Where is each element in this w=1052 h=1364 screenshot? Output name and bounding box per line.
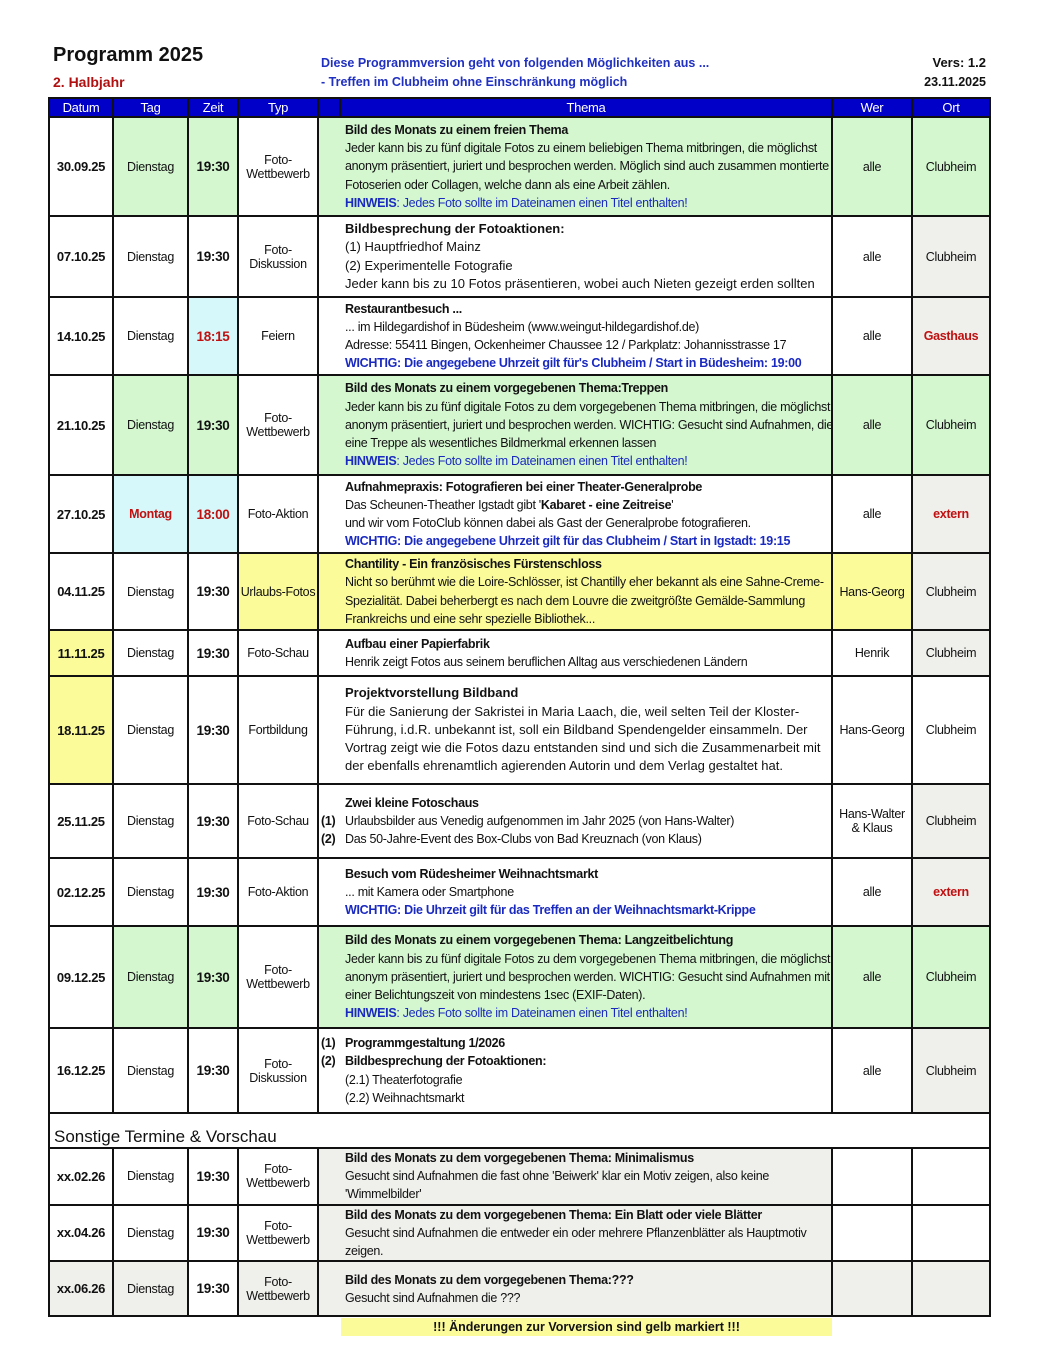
thema-text: Bildbesprechung der Fotoaktionen: — [345, 221, 565, 237]
notice-text: WICHTIG: Die angegebene Uhrzeit gilt für's Clubheim / Start in Büdesheim: 19:00 — [345, 356, 802, 371]
thema-text: Chantility - Ein französisches Fürstenschloss — [345, 557, 602, 572]
thema-line — [345, 950, 831, 968]
thema-text: eine Treppe als wesentliches Bildmerkmal erkennen lassen — [345, 436, 657, 451]
thema-line — [345, 721, 831, 739]
info-line-1: Diese Programmversion geht von folgenden Möglichkeiten aus ... — [321, 56, 710, 70]
thema-line — [345, 883, 831, 901]
cell-thema — [318, 216, 832, 297]
cell-line: Wettbewerb — [246, 977, 310, 991]
thema-line — [345, 194, 831, 212]
thema-text: Nicht so berühmt wie die Loire-Schlösser, ist Chantilly eher bekannt als eine Sahne-Creme- — [345, 575, 824, 590]
notice-text: HINWEIS — [345, 1006, 397, 1021]
thema-text: Spezialität. Dabei beherbergt es nach dem Louvre die zweitgrößte Gemälde-Sammlung — [345, 593, 805, 608]
cell-line: Foto- — [264, 1274, 292, 1289]
thema-text: anonym präsentiert, juriert und besprochen werden. WICHTIG: Gesucht sind Aufnahmen, die — [345, 417, 834, 432]
cell-datum: 21.10.25 — [49, 375, 113, 475]
table-row — [49, 630, 990, 676]
cell-wer: alle — [832, 375, 912, 475]
cell-typ — [238, 216, 318, 297]
thema-line — [345, 514, 831, 532]
thema-text: Bild des Monats zu einem vorgegebenen Thema: Langzeitbelichtung — [345, 933, 734, 948]
cell-wer: alle — [832, 475, 912, 553]
cell-typ — [238, 926, 318, 1028]
thema-line — [345, 354, 831, 372]
cell-datum: xx.06.26 — [49, 1261, 113, 1316]
cell-wer — [832, 1261, 912, 1316]
thema-line — [345, 176, 831, 194]
thema-line — [345, 592, 831, 610]
notice-text: HINWEIS — [345, 195, 397, 210]
table-row — [49, 1148, 990, 1205]
cell-thema — [318, 630, 832, 676]
cell-line: Hans-Walter — [839, 807, 905, 821]
thema-text: Vortrag zeigt wie die Fotos dazu entstanden sind und sich die Zusammenarbeit mit — [345, 740, 821, 756]
col-ort: Ort — [912, 98, 990, 117]
notice-text: : Jedes Foto sollte im Dateinamen einen Titel enthalten! — [396, 195, 688, 210]
cell-typ — [238, 117, 318, 216]
thema-text: Projektvorstellung Bildband — [345, 685, 519, 701]
thema-text: Gesucht sind Aufnahmen die fast ohne 'Beiwerk' klar ein Motiv zeigen, also keine — [345, 1169, 770, 1184]
cell-ort: Clubheim — [912, 926, 990, 1028]
col-typ: Typ — [238, 98, 318, 117]
thema-line — [345, 257, 831, 275]
cell-thema — [318, 676, 832, 784]
cell-zeit: 19:30 — [188, 117, 238, 216]
thema-line — [345, 794, 831, 812]
cell-tag: Dienstag — [113, 858, 188, 926]
cell-typ: Fortbildung — [238, 676, 318, 784]
thema-text: Restaurantbesuch ... — [345, 301, 462, 316]
col-zeit: Zeit — [188, 98, 238, 117]
cell-thema — [318, 553, 832, 630]
thema-text: Das Scheunen-Theather Igstadt gibt ' — [345, 497, 541, 512]
cell-typ — [238, 1148, 318, 1205]
cell-line: Diskussion — [249, 1070, 307, 1085]
thema-text: (2.1) Theaterfotografie — [345, 1072, 463, 1087]
cell-tag: Dienstag — [113, 553, 188, 630]
thema-line — [345, 1089, 831, 1107]
cell-wer: alle — [832, 297, 912, 375]
thema-text: Zwei kleine Fotoschaus — [345, 795, 479, 810]
cell-typ: Foto-Aktion — [238, 858, 318, 926]
thema-line — [345, 398, 831, 416]
table-row — [49, 117, 990, 216]
cell-tag: Dienstag — [113, 676, 188, 784]
cell-line: Foto- — [264, 1218, 292, 1233]
table-row — [49, 926, 990, 1028]
thema-text: Urlaubsbilder aus Venedig aufgenommen im Jahr 2025 (von Hans-Walter) — [345, 813, 735, 828]
version-label: Vers: 1.2 — [932, 55, 986, 70]
thema-line — [345, 416, 834, 434]
thema-text: Das 50-Jahre-Event des Box-Clubs von Bad Kreuznach (von Klaus) — [345, 832, 702, 847]
cell-ort — [912, 1205, 990, 1262]
cell-thema — [318, 375, 832, 475]
thema-text: Jeder kann bis zu fünf digitale Fotos zu dem vorgegebenen Thema mitbringen, die möglichst — [345, 399, 831, 414]
cell-zeit: 18:00 — [188, 475, 238, 553]
thema-text: Bild des Monats zu dem vorgegebenen Thema: Ein Blatt oder viele Blätter — [345, 1207, 762, 1222]
cell-typ: Feiern — [238, 297, 318, 375]
table-row — [49, 375, 990, 475]
thema-line — [345, 121, 831, 139]
cell-typ — [238, 1205, 318, 1262]
cell-ort — [912, 1148, 990, 1205]
cell-tag: Dienstag — [113, 1205, 188, 1262]
cell-wer: Hans-Georg — [832, 676, 912, 784]
col-wer: Wer — [832, 98, 912, 117]
cell-tag: Dienstag — [113, 117, 188, 216]
cell-zeit: 19:30 — [188, 926, 238, 1028]
thema-line — [345, 318, 831, 336]
thema-text: Bildbesprechung der Fotoaktionen: — [345, 1054, 547, 1069]
page-title: Programm 2025 — [53, 44, 204, 66]
list-marker: (2) — [321, 1054, 336, 1069]
thema-text: Kabaret - eine Zeitreise — [540, 497, 672, 512]
thema-line — [345, 139, 831, 157]
thema-text: Gesucht sind Aufnahmen die entweder ein oder mehrere Pflanzenblätter als Hauptmotiv — [345, 1225, 807, 1240]
cell-wer: Henrik — [832, 630, 912, 676]
cell-zeit: 19:30 — [188, 676, 238, 784]
thema-line — [345, 300, 831, 318]
thema-text: Führung, i.d.R. unbekannt ist, soll ein Bildband Spendengelder einsammeln. Der — [345, 721, 808, 737]
thema-text: Bild des Monats zu einem freien Thema — [345, 122, 568, 137]
cell-line: Foto- — [264, 1056, 292, 1071]
cell-line: Diskussion — [249, 256, 307, 271]
thema-line — [345, 157, 831, 175]
thema-text: Bild des Monats zu dem vorgegebenen Thema: Minimalismus — [345, 1151, 694, 1165]
thema-text: der ebenfalls ehrenamtlich agierenden Autorin und dem Verlag gestaltet hat. — [345, 758, 783, 774]
cell-typ: Foto-Schau — [238, 784, 318, 858]
table-row — [49, 216, 990, 297]
cell-line: Wettbewerb — [246, 1288, 310, 1303]
list-marker: (2) — [321, 832, 336, 847]
thema-text: Besuch vom Rüdesheimer Weihnachtsmarkt — [345, 866, 599, 881]
notice-text: HINWEIS — [345, 454, 397, 469]
cell-ort: extern — [912, 475, 990, 553]
cell-wer: Hans-Georg — [832, 553, 912, 630]
thema-text: (2.2) Weihnachtsmarkt — [345, 1090, 465, 1105]
cell-zeit: 18:15 — [188, 297, 238, 375]
thema-line — [345, 653, 831, 671]
cell-ort: Clubheim — [912, 375, 990, 475]
cell-line: Foto- — [264, 1162, 292, 1177]
thema-line — [345, 703, 831, 721]
notice-text: : Jedes Foto sollte im Dateinamen einen Titel enthalten! — [396, 454, 688, 469]
cell-ort: Clubheim — [912, 553, 990, 630]
cell-ort: Gasthaus — [912, 297, 990, 375]
thema-text: Frankreichs und eine sehr spezielle Bibliothek... — [345, 611, 596, 626]
cell-ort: extern — [912, 858, 990, 926]
thema-text: ... im Hildegardishof in Büdesheim (www.weingut-hildegardishof.de) — [345, 319, 699, 334]
thema-line — [345, 379, 831, 397]
thema-line — [345, 1289, 831, 1307]
thema-text: ... mit Kamera oder Smartphone — [345, 884, 514, 899]
thema-line — [345, 1185, 831, 1203]
thema-text: Fotoserien oder Collagen, welche dann als eine Arbeit zählen. — [345, 177, 670, 192]
cell-typ: Foto-Aktion — [238, 475, 318, 553]
notice-text: : Jedes Foto sollte im Dateinamen einen Titel enthalten! — [396, 1006, 688, 1021]
cell-typ — [238, 375, 318, 475]
list-marker: (1) — [321, 813, 336, 828]
cell-datum: 09.12.25 — [49, 926, 113, 1028]
thema-text: Adresse: 55411 Bingen, Ockenheimer Chaussee 12 / Parkplatz: Johannisstrasse 17 — [345, 338, 787, 352]
col-tag: Tag — [113, 98, 188, 117]
cell-datum: 16.12.25 — [49, 1028, 113, 1113]
thema-line — [345, 865, 831, 883]
thema-text: Jeder kann bis zu fünf digitale Fotos zu dem vorgegebenen Thema mitbringen, die möglichst — [345, 951, 831, 966]
cell-wer: alle — [832, 117, 912, 216]
thema-text: einer Belichtungszeit von mindestens 1sec (EXIF-Daten). — [345, 988, 646, 1003]
cell-line: Foto- — [264, 411, 292, 425]
thema-text: Bild des Monats zu einem vorgegebenen Thema:Treppen — [345, 381, 668, 396]
thema-line — [345, 1224, 831, 1242]
cell-thema — [318, 1205, 832, 1262]
thema-text: Jeder kann bis zu fünf digitale Fotos zu einem beliebigen Thema mitbringen, die möglichst — [345, 141, 817, 156]
thema-line — [321, 1052, 831, 1070]
cell-zeit: 19:30 — [188, 784, 238, 858]
list-marker: (1) — [321, 1036, 336, 1051]
cell-tag: Dienstag — [113, 630, 188, 676]
cell-tag: Montag — [113, 475, 188, 553]
thema-line — [345, 986, 831, 1004]
cell-datum: 27.10.25 — [49, 475, 113, 553]
thema-line — [345, 220, 831, 238]
thema-text: zeigen. — [345, 1244, 384, 1259]
thema-line — [345, 478, 831, 496]
cell-line: Wettbewerb — [246, 425, 310, 439]
cell-datum: 02.12.25 — [49, 858, 113, 926]
thema-line — [345, 238, 831, 256]
cell-zeit: 19:30 — [188, 553, 238, 630]
col-spacer — [318, 98, 340, 117]
thema-line — [345, 635, 831, 653]
cell-datum: 07.10.25 — [49, 216, 113, 297]
cell-tag: Dienstag — [113, 926, 188, 1028]
thema-line — [345, 434, 831, 452]
thema-line — [345, 684, 831, 702]
thema-text: und wir vom FotoClub können dabei als Gast der Generalprobe fotografieren. — [345, 516, 751, 530]
version-date: 23.11.2025 — [924, 75, 986, 89]
section-title: Sonstige Termine & Vorschau — [49, 1113, 990, 1148]
cell-line: Wettbewerb — [246, 1176, 310, 1191]
thema-line — [345, 336, 831, 354]
cell-zeit: 19:30 — [188, 1261, 238, 1316]
thema-text: Henrik zeigt Fotos aus seinem beruflichen Alltag aus verschiedenen Ländern — [345, 655, 748, 669]
cell-line: Foto- — [264, 152, 292, 167]
cell-zeit: 19:30 — [188, 375, 238, 475]
thema-text: anonym präsentiert, juriert und besprochen werden. WICHTIG: Gesucht sind Aufnahmen mit — [345, 969, 830, 984]
thema-line — [345, 1242, 831, 1260]
thema-line — [345, 496, 831, 514]
cell-datum: 18.11.25 — [49, 676, 113, 784]
thema-line — [321, 812, 831, 830]
table-row — [49, 676, 990, 784]
col-thema: Thema — [340, 98, 832, 117]
cell-ort: Clubheim — [912, 1028, 990, 1113]
thema-line — [345, 1004, 831, 1022]
thema-line — [345, 739, 831, 757]
cell-tag: Dienstag — [113, 784, 188, 858]
thema-text: (2) Experimentelle Fotografie — [345, 257, 513, 273]
thema-text: Programmgestaltung 1/2026 — [345, 1036, 505, 1051]
cell-tag: Dienstag — [113, 1261, 188, 1316]
cell-ort — [912, 1261, 990, 1316]
cell-wer: alle — [832, 858, 912, 926]
cell-line: Foto- — [264, 963, 292, 977]
cell-datum: xx.02.26 — [49, 1148, 113, 1205]
thema-line — [345, 1206, 831, 1224]
table-row — [49, 858, 990, 926]
cell-datum: 25.11.25 — [49, 784, 113, 858]
thema-text: Für die Sanierung der Sakristei in Maria Laach, die, weil selten Teil der Kloster- — [345, 703, 800, 719]
cell-thema — [318, 475, 832, 553]
cell-typ: Foto-Schau — [238, 630, 318, 676]
cell-typ: Urlaubs-Fotos — [238, 553, 318, 630]
cell-ort: Clubheim — [912, 117, 990, 216]
cell-tag: Dienstag — [113, 297, 188, 375]
table-row — [49, 1028, 990, 1113]
thema-text: ' — [671, 497, 674, 512]
cell-zeit: 19:30 — [188, 1028, 238, 1113]
thema-line — [345, 1167, 831, 1185]
notice-text: WICHTIG: Die angegebene Uhrzeit gilt für das Clubheim / Start in Igstadt: 19:15 — [345, 534, 791, 549]
table-row — [49, 475, 990, 553]
cell-thema — [318, 926, 832, 1028]
cell-thema — [318, 784, 832, 858]
cell-typ — [238, 1028, 318, 1113]
cell-datum: xx.04.26 — [49, 1205, 113, 1262]
info-line-2: - Treffen im Clubheim ohne Einschränkung möglich — [321, 75, 628, 89]
thema-line — [345, 757, 831, 775]
col-datum: Datum — [49, 98, 113, 117]
cell-wer: alle — [832, 216, 912, 297]
thema-line — [345, 452, 831, 470]
cell-zeit: 19:30 — [188, 1205, 238, 1262]
cell-thema — [318, 1028, 832, 1113]
thema-line — [345, 1071, 831, 1089]
thema-text: Bild des Monats zu dem vorgegebenen Thema:??? — [345, 1272, 634, 1287]
notice-text: WICHTIG: Die Uhrzeit gilt für das Treffen an der Weihnachtsmarkt-Krippe — [345, 903, 756, 918]
cell-wer — [832, 1205, 912, 1262]
cell-line: Foto- — [264, 242, 292, 257]
thema-line — [345, 573, 831, 591]
cell-wer — [832, 1148, 912, 1205]
cell-typ — [238, 1261, 318, 1316]
cell-thema — [318, 1261, 832, 1316]
cell-line: Wettbewerb — [246, 166, 310, 181]
cell-ort: Clubheim — [912, 784, 990, 858]
cell-wer — [832, 784, 912, 858]
cell-thema — [318, 1148, 832, 1205]
thema-line — [345, 532, 831, 550]
cell-ort: Clubheim — [912, 676, 990, 784]
cell-wer: alle — [832, 926, 912, 1028]
cell-datum: 14.10.25 — [49, 297, 113, 375]
page-subtitle: 2. Halbjahr — [53, 74, 125, 90]
cell-zeit: 19:30 — [188, 858, 238, 926]
thema-line — [345, 931, 831, 949]
cell-tag: Dienstag — [113, 375, 188, 475]
table-row — [49, 297, 990, 375]
thema-line — [345, 1271, 831, 1289]
program-table — [48, 97, 991, 1317]
cell-line: Wettbewerb — [246, 1232, 310, 1247]
thema-line — [345, 968, 831, 986]
cell-ort: Clubheim — [912, 630, 990, 676]
section-row — [49, 1113, 990, 1148]
cell-wer: alle — [832, 1028, 912, 1113]
cell-zeit: 19:30 — [188, 216, 238, 297]
thema-text: (1) Hauptfriedhof Mainz — [345, 239, 481, 255]
table-header-row — [49, 98, 990, 117]
thema-line — [321, 1034, 831, 1052]
table-row — [49, 784, 990, 858]
cell-ort: Clubheim — [912, 216, 990, 297]
cell-zeit: 19:30 — [188, 1148, 238, 1205]
cell-tag: Dienstag — [113, 216, 188, 297]
cell-tag: Dienstag — [113, 1028, 188, 1113]
thema-text: anonym präsentiert, juriert und besprochen werden. Möglich sind auch zusammen montierte — [345, 159, 829, 174]
thema-line — [345, 275, 831, 293]
cell-datum: 11.11.25 — [49, 630, 113, 676]
thema-text: Gesucht sind Aufnahmen die ??? — [345, 1290, 521, 1305]
footer-note: !!! Änderungen zur Vorversion sind gelb markiert !!! — [341, 1318, 832, 1336]
thema-text: Aufnahmepraxis: Fotografieren bei einer Theater-Generalprobe — [345, 479, 703, 494]
thema-line — [321, 830, 831, 848]
cell-datum: 30.09.25 — [49, 117, 113, 216]
thema-text: 'Wimmelbilder' — [345, 1187, 422, 1202]
table-row — [49, 553, 990, 630]
cell-tag: Dienstag — [113, 1148, 188, 1205]
thema-text: Jeder kann bis zu 10 Fotos präsentieren, wobei auch Nieten gezeigt erden sollten — [345, 275, 815, 291]
cell-datum: 04.11.25 — [49, 553, 113, 630]
thema-line — [345, 901, 831, 919]
cell-zeit: 19:30 — [188, 630, 238, 676]
thema-line — [345, 555, 831, 573]
cell-thema — [318, 858, 832, 926]
thema-line — [345, 610, 831, 628]
cell-line: & Klaus — [851, 821, 893, 835]
table-row — [49, 1261, 990, 1316]
thema-text: Aufbau einer Papierfabrik — [345, 636, 490, 651]
cell-thema — [318, 297, 832, 375]
table-row — [49, 1205, 990, 1262]
cell-thema — [318, 117, 832, 216]
thema-line — [345, 1149, 831, 1167]
